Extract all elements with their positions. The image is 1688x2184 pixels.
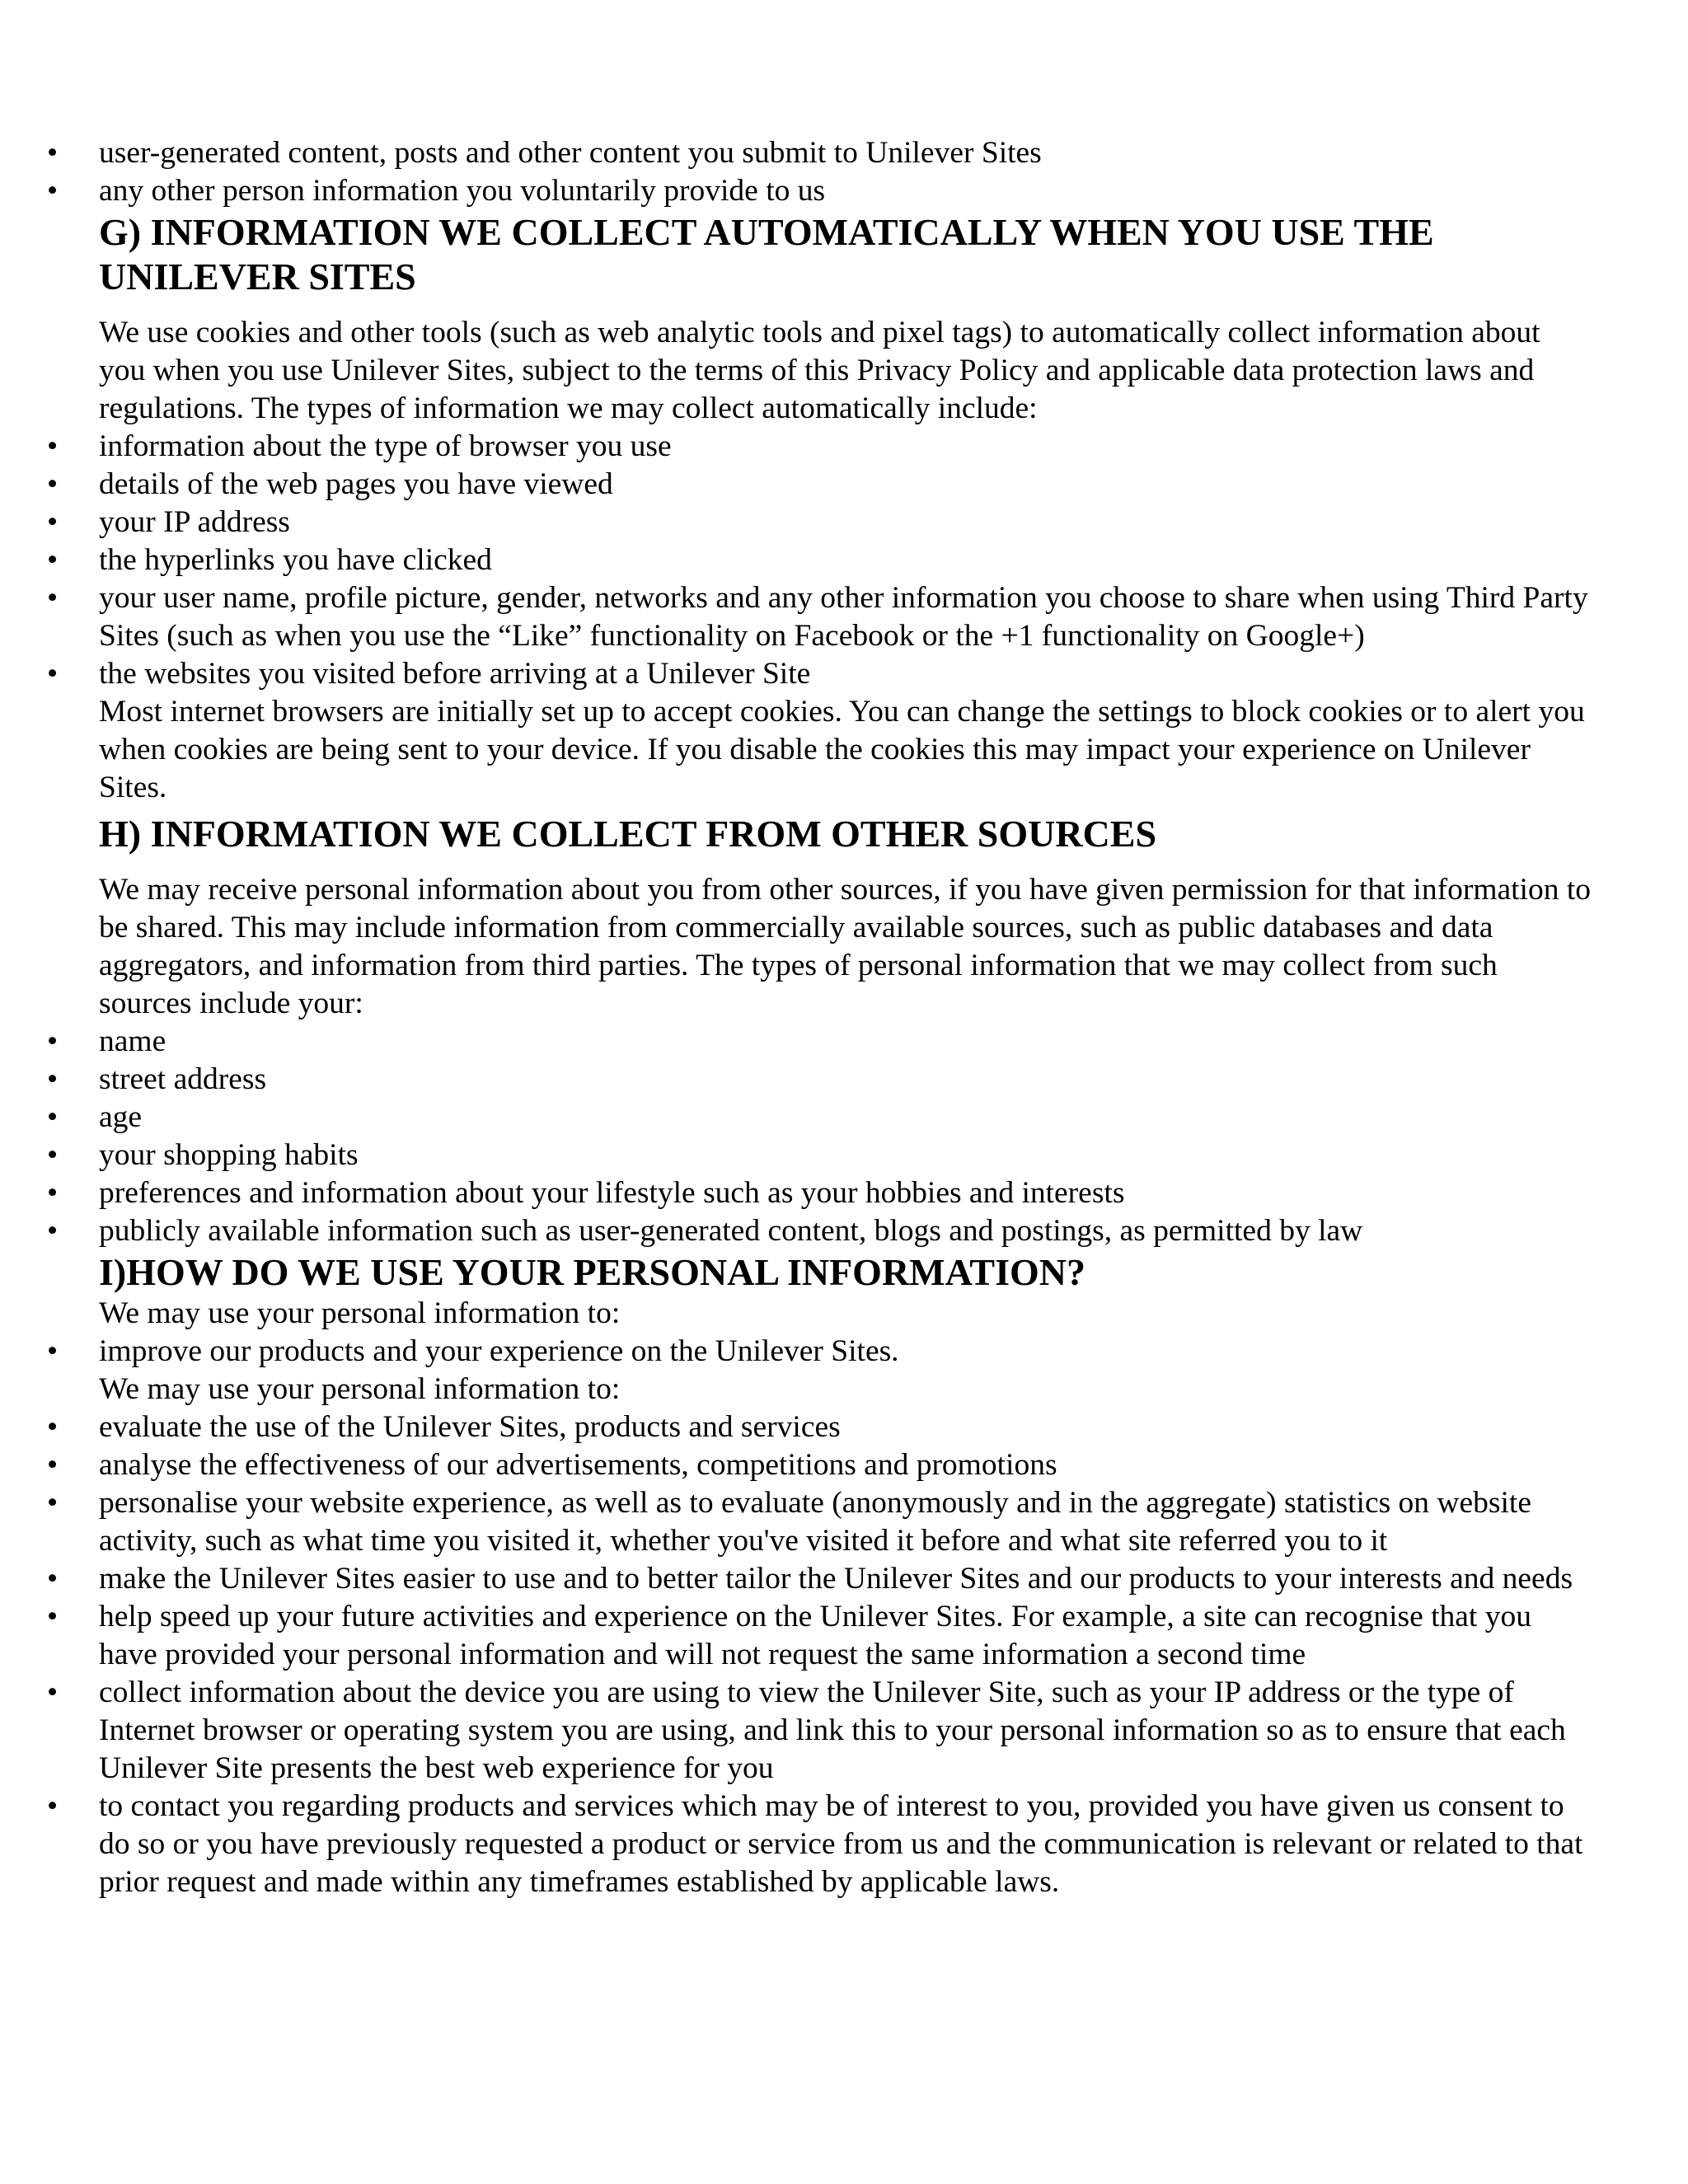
list-item: • your shopping habits	[43, 1137, 1592, 1174]
bullet-icon: •	[47, 505, 59, 539]
list-item: • make the Unilever Sites easier to use and to better tailor the Unilever Sites and our products to your interests and needs	[43, 1560, 1592, 1598]
section-h-heading: H) INFORMATION WE COLLECT FROM OTHER SOURCES	[99, 813, 1157, 855]
list-item: • your user name, profile picture, gender, networks and any other information you choose to share when using Third Party Sites (such as when you use the “Like” functionality on Facebook or the +1 functionality on Google+)	[47, 581, 1588, 653]
list-item: • your IP address	[43, 504, 1592, 541]
document-body	[43, 134, 1592, 1901]
section-i-lead: We may use your personal information to:	[99, 1372, 621, 1406]
bullet-icon: •	[47, 1334, 59, 1368]
list-item: • age	[43, 1099, 1592, 1137]
bullet-icon: •	[47, 1176, 59, 1210]
list-item: • improve our products and your experience on the Unilever Sites.	[43, 1333, 1592, 1371]
list-item: • help speed up your future activities and experience on the Unilever Sites. For example, a site can recognise that you have provided your personal information and will not request the same information a second time	[47, 1600, 1531, 1671]
bullet-icon: •	[47, 1675, 59, 1709]
section-i-heading: I)HOW DO WE USE YOUR PERSONAL INFORMATION?	[99, 1251, 1085, 1293]
list-item: • street address	[43, 1061, 1592, 1099]
list-item: • any other person information you voluntarily provide to us	[43, 172, 1592, 210]
list-item: • details of the web pages you have viewed	[43, 466, 1592, 504]
bullet-icon: •	[47, 429, 59, 463]
section-i-lead: We may use your personal information to:	[99, 1296, 621, 1330]
section-h-intro: We may receive personal information about you from other sources, if you have given permission for that information to be shared. This may include information from commercially available sources, such as public databases and data aggregators, and information from third parties. The types of personal information that we may collect from such sources include your:	[99, 873, 1592, 1020]
list-item: • personalise your website experience, as well as to evaluate (anonymously and in the aggregate) statistics on website activity, such as what time you visited it, whether you've visited it before and what site referred you to it	[47, 1486, 1531, 1558]
bullet-icon: •	[47, 543, 59, 577]
list-item: • preferences and information about your lifestyle such as your hobbies and interests	[43, 1174, 1592, 1212]
bullet-icon: •	[47, 1062, 59, 1096]
bullet-icon: •	[47, 657, 59, 691]
bullet-icon: •	[47, 1100, 59, 1134]
section-g-outro: Most internet browsers are initially set up to accept cookies. You can change the settings to block cookies or to alert you when cookies are being sent to your device. If you disable the cookies this may impact your experience on Unilever Sites.	[99, 695, 1585, 804]
list-item: • the hyperlinks you have clicked	[43, 541, 1592, 579]
list-item: • analyse the effectiveness of our advertisements, competitions and promotions	[43, 1446, 1592, 1484]
bullet-icon: •	[47, 581, 59, 615]
section-g-heading: G) INFORMATION WE COLLECT AUTOMATICALLY WHEN YOU USE THE UNILEVER SITES	[99, 211, 1434, 298]
list-item: • publicly available information such as user-generated content, blogs and postings, as permitted by law	[43, 1212, 1592, 1250]
bullet-icon: •	[47, 1410, 59, 1444]
bullet-icon: •	[47, 467, 59, 501]
bullet-icon: •	[47, 1448, 59, 1482]
bullet-icon: •	[47, 1024, 59, 1058]
list-item: • the websites you visited before arriving at a Unilever Site	[43, 655, 1592, 693]
bullet-icon: •	[47, 1789, 59, 1823]
bullet-icon: •	[47, 1486, 59, 1520]
list-item: • evaluate the use of the Unilever Sites, products and services	[43, 1408, 1592, 1446]
list-item: • user-generated content, posts and other content you submit to Unilever Sites	[43, 134, 1592, 172]
list-item: • collect information about the device you are using to view the Unilever Site, such as your IP address or the type of Internet browser or operating system you are using, and link this to your personal information so as to ensure that each Unilever Site presents the best web experience for you	[47, 1675, 1566, 1785]
list-item: • name	[43, 1023, 1592, 1061]
bullet-icon: •	[47, 1214, 59, 1248]
bullet-icon: •	[47, 1138, 59, 1172]
bullet-icon: •	[47, 174, 59, 208]
section-g-intro: We use cookies and other tools (such as web analytic tools and pixel tags) to automatically collect information about you when you use Unilever Sites, subject to the terms of this Privacy Policy and applicable data protection laws and regulations. The types of information we may collect automatically include:	[99, 316, 1540, 425]
bullet-icon: •	[47, 1562, 59, 1596]
bullet-icon: •	[47, 136, 59, 170]
list-item: • information about the type of browser you use	[43, 428, 1592, 466]
list-item: • to contact you regarding products and services which may be of interest to you, provided you have given us consent to do so or you have previously requested a product or service from us and the communication is relevant or related to that prior request and made within any timeframes established by applicable laws.	[47, 1789, 1583, 1899]
bullet-icon: •	[47, 1600, 59, 1633]
